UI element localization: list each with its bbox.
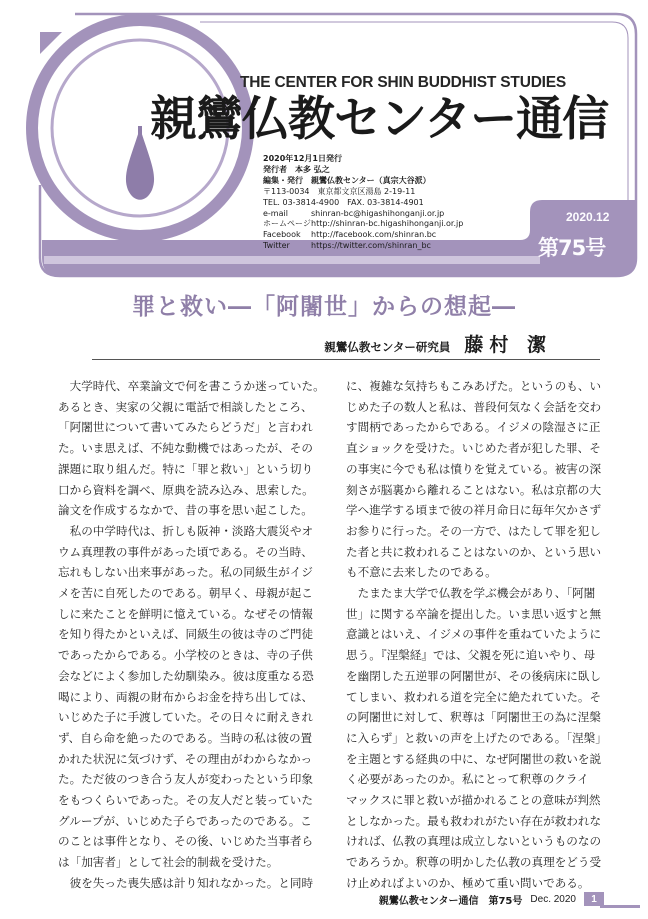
address-row xyxy=(263,187,463,198)
text-line: く必要があったのか。私にとって釈尊のクライ xyxy=(346,772,589,787)
text-line: 意識とはいえ、イジメの事件を重ねていたように xyxy=(346,627,602,642)
text-line: の阿闍世に対して、釈尊は「阿闍世王の為に涅槃 xyxy=(346,710,601,725)
author-role: 親鸞仏教センター研究員 xyxy=(324,340,451,354)
text-line: を幽閉した五逆罪の阿闍世が、その後病床に臥し xyxy=(346,668,602,683)
footer-accent-strip xyxy=(600,905,640,908)
email-row xyxy=(263,209,463,220)
editor-row xyxy=(263,176,463,187)
text-line: 彼を失った喪失感は計り知れなかった。と同時 xyxy=(58,875,314,890)
publisher-name: 本多 弘之 xyxy=(295,164,330,174)
newsletter-title: 親鸞仏教センター通信 xyxy=(150,92,609,147)
text-line: に入らず」と救いの声を上げたのである。「涅槃」 xyxy=(346,730,607,745)
text-line: お参りに行った。その一方で、はたして罪を犯し xyxy=(346,523,601,538)
twitter-link[interactable]: https://twitter.com/shinran_bc xyxy=(311,241,431,251)
text-line: 「阿闍世について書いてみたらどうだ」と言われ xyxy=(58,420,313,435)
phone-row xyxy=(263,198,463,209)
facebook-label: Facebook xyxy=(263,230,301,240)
text-line: ければ、仏教の真理は成立しないというものなの xyxy=(346,834,602,849)
text-line: グループが、いじめた子らであったのである。こ xyxy=(58,813,312,828)
pub-date-row xyxy=(263,154,463,165)
page-footer xyxy=(379,891,604,907)
homepage-label: ホームページ xyxy=(263,219,311,229)
text-line: 思う。『涅槃経』では、父親を死に追いやり、母 xyxy=(346,648,596,663)
article-column-right xyxy=(346,376,607,894)
twitter-row xyxy=(263,241,463,252)
postal-code: 〒113-0034 xyxy=(263,186,310,196)
facebook-link[interactable]: http://facebook.com/shinran.bc xyxy=(311,230,437,240)
email-link[interactable]: shinran-bc@higashihonganji.or.jp xyxy=(311,208,445,218)
publisher-row xyxy=(263,165,463,176)
text-line: ず、自ら命を絶ったのである。当時の私は彼の置 xyxy=(58,730,313,745)
text-line: であろうか。釈尊の明かした仏教の真理をどう受 xyxy=(346,855,602,870)
facebook-row xyxy=(263,230,463,241)
fax: FAX. 03-3814-4901 xyxy=(347,197,424,207)
text-line: は「加害者」として社会的制裁を受けた。 xyxy=(58,855,279,870)
text-line: 刻さが脳裏から離れることはない。私は京都の大 xyxy=(346,482,602,497)
text-line: じめた子の数人と私は、普段何気なく会話を交わ xyxy=(346,399,602,414)
author-name: 藤村 潔 xyxy=(464,334,552,356)
text-line: いじめた子に手渡していた。その日々に耐えきれ xyxy=(58,710,314,725)
page-number: 1 xyxy=(584,892,604,906)
text-line: に、複雑な気持ちもこみあげた。というのも、い xyxy=(346,379,602,393)
text-line: のことは事件となり、その後、いじめた当事者ら xyxy=(58,834,314,849)
text-line: 会などによく参加した幼馴染み。彼は度重なる恐 xyxy=(58,668,314,683)
article-column-left xyxy=(58,376,325,894)
text-line: す間柄であったからである。イジメの陰湿さに正 xyxy=(346,420,601,435)
text-line: しに来たことを鮮明に憶えている。なぜその情報 xyxy=(58,606,314,621)
text-line: を主題とする経典の中に、なぜ阿闍世の救いを説 xyxy=(346,751,602,766)
english-title: THE CENTER FOR SHIN BUDDHIST STUDIES xyxy=(240,74,567,91)
text-line: 喝により、両親の財布からお金を持ち出しては、 xyxy=(58,689,314,704)
text-line: た。ただ彼のつき合う友人が変わったという印象 xyxy=(58,772,313,787)
text-line: かれた状況に気づけず、その理由がわからなかっ xyxy=(58,751,313,766)
twitter-label: Twitter xyxy=(263,241,290,251)
text-line: メを苦に自死したのである。朝早く、母親が起こ xyxy=(58,586,313,601)
text-line: であったからである。小学校のときは、寺の子供 xyxy=(58,648,313,663)
title-divider xyxy=(92,359,600,360)
text-line: 課題に取り組んだ。特に「罪と救い」という切り xyxy=(58,461,314,476)
text-line: 直ショックを受けた。いじめた者が犯した罪、そ xyxy=(346,441,601,456)
publisher-label: 発行者 xyxy=(263,164,287,174)
text-line: 忘れもしない出来事があった。私の同級生がイジ xyxy=(58,565,313,580)
text-line: け止めればよいのか、極めて重い問いである。 xyxy=(346,875,590,890)
text-line: を知り得たかといえば、同級生の彼は寺のご門徒 xyxy=(58,627,314,642)
editor-label: 編集・発行 xyxy=(263,175,303,185)
email-label: e-mail xyxy=(263,208,288,218)
text-line: としなかった。最も救われがたい存在が救われな xyxy=(346,813,602,828)
author-line xyxy=(324,330,552,357)
footer-date: Dec. 2020 xyxy=(530,893,576,905)
tel: TEL. 03-3814-4900 xyxy=(263,197,340,207)
text-line: の事実に今でも私は憤りを覚えている。被害の深 xyxy=(346,461,602,476)
article-title: 罪と救い―「阿闍世」からの想起― xyxy=(132,293,516,320)
issue-band-light xyxy=(44,256,540,264)
editor-name: 親鸞仏教センター（真宗大谷派） xyxy=(311,175,431,185)
text-line: ウム真理教の事件があった頃である。その当時、 xyxy=(58,544,313,559)
homepage-link[interactable]: http://shinran-bc.higashihonganji.or.jp xyxy=(311,219,464,229)
text-line: あるとき、実家の父親に電話で相談したところ、 xyxy=(58,399,313,414)
publication-info xyxy=(263,154,463,252)
text-line: をもつくらいであった。その友人だと装っていた xyxy=(58,793,313,808)
text-line: マックスに罪と救いが描かれることの意味が判然 xyxy=(346,793,601,808)
homepage-row xyxy=(263,219,463,230)
text-line: たまたま大学で仏教を学ぶ機会があり、「阿闍 xyxy=(346,586,596,601)
text-line: 論文を作成するなかで、昔の事を思い起こした。 xyxy=(58,503,313,518)
text-line: 大学時代、卒業論文で何を書こうか迷っていた。 xyxy=(58,379,325,393)
text-line: た者と共に救われることはないのか、という思い xyxy=(346,544,602,559)
text-line: 口から資料を調べ、原典を読み込み、思索した。 xyxy=(58,482,314,497)
text-line: 私の中学時代は、折しも阪神・淡路大震災やオ xyxy=(58,523,314,538)
pub-date: 2020年12月1日発行 xyxy=(263,154,342,163)
text-line: 学へ進学する頃まで彼の祥月命日に毎年欠かさず xyxy=(346,503,602,518)
text-line: も不意に去来したのである。 xyxy=(346,565,497,580)
text-line: た。いま思えば、不純な動機ではあったが、その xyxy=(58,441,313,456)
text-line: 世」に関する卒論を提出した。いま思い返すと無 xyxy=(346,606,602,621)
address: 東京都文京区湯島 2-19-11 xyxy=(317,186,416,196)
issue-number: 第75号 xyxy=(538,236,606,260)
footer-publication: 親鸞仏教センター通信 第75号 xyxy=(378,895,523,907)
issue-date: 2020.12 xyxy=(566,210,610,224)
text-line: てしまい、救われる道を完全に絶たれていた。そ xyxy=(346,689,602,704)
